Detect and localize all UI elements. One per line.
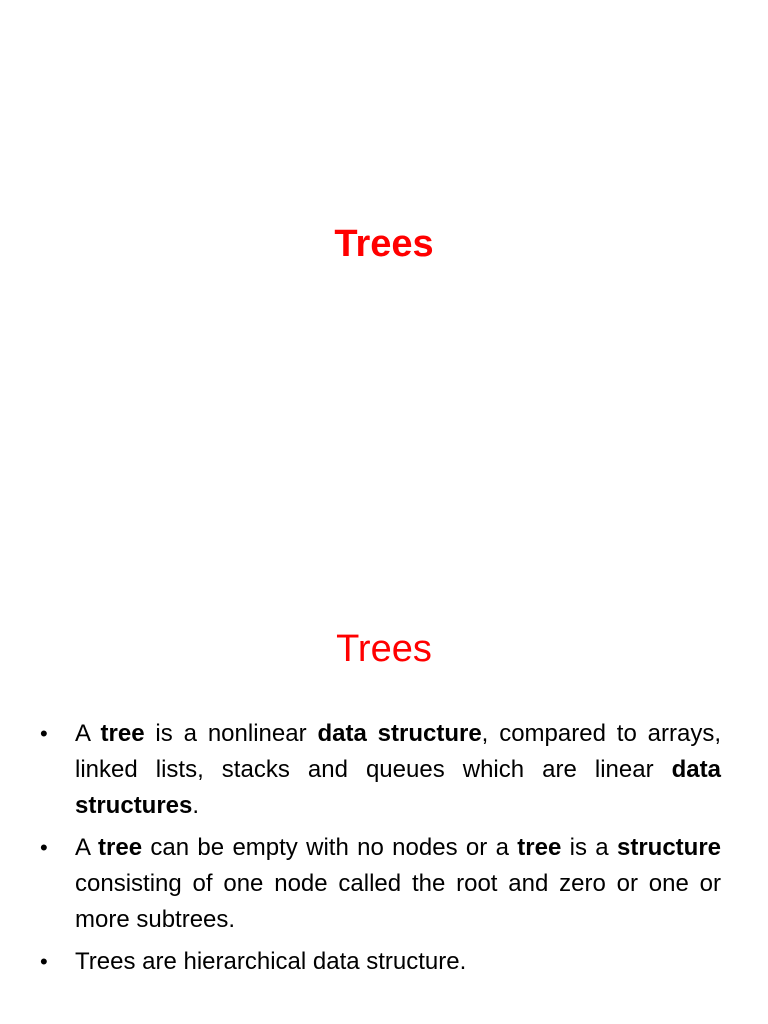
bullet-item (40, 716, 721, 824)
bullet-keyword: tree (100, 720, 145, 747)
slide-1-title: Trees (334, 223, 434, 265)
bullet-text: , compared to arrays, linked lists, stacks and queues which are linear (75, 720, 721, 783)
bullet-text: is a nonlinear (144, 720, 318, 747)
bullet-marker: • (40, 721, 48, 746)
bullet-text: Trees are hierarchical data structure. (75, 948, 467, 975)
bullet-keyword: tree (517, 834, 562, 861)
slide-2-title: Trees (336, 628, 432, 670)
bullet-text: can be empty with no nodes or a (142, 834, 518, 861)
bullet-keyword: data structures (75, 756, 721, 819)
bullet-text: consisting of one node called the root and zero or one or more subtrees. (75, 870, 721, 933)
bullet-marker: • (40, 835, 48, 860)
bullet-keyword: structure (616, 834, 722, 861)
bullet-text: A (75, 834, 99, 861)
bullet-item (40, 944, 721, 980)
bullet-marker: • (40, 949, 48, 974)
bullet-text: A (75, 720, 101, 747)
bullet-keyword: tree (98, 834, 143, 861)
bullet-list (40, 716, 721, 986)
bullet-keyword: data structure (317, 720, 482, 747)
bullet-text: is a (561, 834, 617, 861)
bullet-text: . (192, 792, 200, 819)
bullet-item (40, 830, 721, 938)
